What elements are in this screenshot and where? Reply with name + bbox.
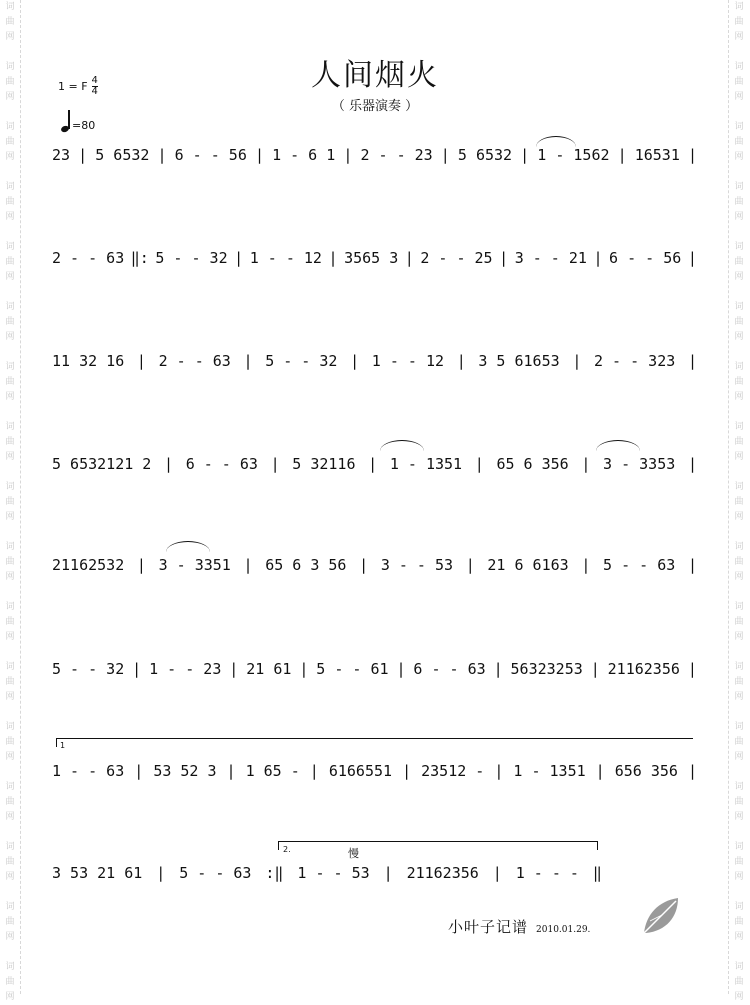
slur-mark <box>166 541 210 552</box>
watermark-text: 词 曲 网 <box>5 902 15 942</box>
measure: 65 6 356 <box>496 455 569 473</box>
measure: 2 - - 63 <box>52 249 125 267</box>
time-unit: 4 <box>91 86 98 97</box>
bar-line: | <box>234 249 244 267</box>
tempo-mark <box>58 110 95 132</box>
score-line-8 <box>52 858 602 888</box>
watermark-text: 词 曲 网 <box>734 122 744 162</box>
measure: 2 - - 63 <box>158 352 231 370</box>
measure: 65 6 3 56 <box>265 556 347 574</box>
bar-line: | <box>350 352 360 370</box>
score-line-4 <box>52 449 697 479</box>
measure: 2 - - 323 <box>594 352 676 370</box>
bar-line: | <box>156 864 166 882</box>
measure: 3 5 61653 <box>478 352 560 370</box>
watermark-column-right <box>728 0 749 1002</box>
watermark-text: 词 曲 网 <box>5 2 15 42</box>
bar-line: | <box>581 556 591 574</box>
measure: 5 - - 63 <box>603 556 676 574</box>
watermark-text: 词 曲 网 <box>734 902 744 942</box>
measure: 6 - - 56 <box>174 146 247 164</box>
bar-line: | <box>78 146 88 164</box>
watermark-text: 词 曲 网 <box>734 782 744 822</box>
bar-line: | <box>687 455 697 473</box>
watermark-text: 词 曲 网 <box>5 782 15 822</box>
bar-line: | <box>404 249 414 267</box>
bar-line: ‖: <box>130 249 149 267</box>
watermark-text: 词 曲 网 <box>5 242 15 282</box>
measure: 5 - - 61 <box>316 660 389 678</box>
watermark-text: 词 曲 网 <box>5 662 15 702</box>
bar-line: | <box>687 249 697 267</box>
watermark-text: 词 曲 网 <box>5 542 15 582</box>
measure: 23 <box>52 146 71 164</box>
measure: 6 - - 63 <box>185 455 258 473</box>
bar-line: | <box>243 352 253 370</box>
measure: 21162532 <box>52 556 125 574</box>
watermark-text: 词 曲 网 <box>734 722 744 762</box>
watermark-text: 词 曲 网 <box>734 302 744 342</box>
bar-line: | <box>157 146 167 164</box>
watermark-text: 词 曲 网 <box>734 542 744 582</box>
bar-line: | <box>328 249 338 267</box>
bar-line: | <box>440 146 450 164</box>
watermark-text: 词 曲 网 <box>734 602 744 642</box>
score-line-3 <box>52 346 697 376</box>
bar-line: | <box>687 146 697 164</box>
slow-marking: 慢 <box>348 847 359 860</box>
bar-line: | <box>590 660 600 678</box>
measure: 1 - - 12 <box>249 249 322 267</box>
watermark-text: 词 曲 网 <box>734 962 744 1002</box>
time-beats: 4 <box>91 75 98 86</box>
bar-line: | <box>687 352 697 370</box>
bar-line: | <box>396 660 406 678</box>
quarter-note-icon <box>58 110 72 132</box>
transcriber-name: 小叶子记谱 <box>448 918 529 936</box>
watermark-text: 词 曲 网 <box>5 842 15 882</box>
bar-line: | <box>687 762 697 780</box>
bar-line: | <box>229 660 239 678</box>
bar-line: ‖ <box>592 864 602 882</box>
measure: 656 356 <box>614 762 678 780</box>
bar-line: | <box>254 146 264 164</box>
score-line-6 <box>52 654 697 684</box>
bar-line: | <box>456 352 466 370</box>
measure: 2 - - 23 <box>360 146 433 164</box>
song-title: 人间烟火 <box>311 58 439 93</box>
bar-line: | <box>134 762 144 780</box>
bar-line: | <box>270 455 280 473</box>
watermark-text: 词 曲 网 <box>734 662 744 702</box>
score-line-7 <box>52 756 697 786</box>
watermark-text: 词 曲 网 <box>5 422 15 462</box>
measure: 56323253 <box>510 660 583 678</box>
measure: 5 - - 32 <box>155 249 228 267</box>
score-line-5 <box>52 550 697 580</box>
bar-line: | <box>687 556 697 574</box>
watermark-text: 词 曲 网 <box>734 842 744 882</box>
transcription-date: 2010.01.29. <box>536 925 591 935</box>
tempo-value: =80 <box>72 119 96 132</box>
bar-line: | <box>520 146 530 164</box>
watermark-text: 词 曲 网 <box>734 362 744 402</box>
bar-line: | <box>136 556 146 574</box>
measure: 1 - - 23 <box>149 660 222 678</box>
measure: 21 6 6163 <box>487 556 569 574</box>
measure: 23512 - <box>421 762 485 780</box>
bar-line: :‖ <box>265 864 284 882</box>
watermark-text: 词 曲 网 <box>5 302 15 342</box>
measure: 5 6532 <box>95 146 150 164</box>
measure: 16531 <box>634 146 680 164</box>
bar-line: | <box>465 556 475 574</box>
bar-line: | <box>136 352 146 370</box>
bar-line: | <box>617 146 627 164</box>
bar-line: | <box>687 660 697 678</box>
score-line-1 <box>52 140 697 170</box>
measure: 5 32116 <box>292 455 356 473</box>
bar-line: | <box>581 455 591 473</box>
watermark-text: 词 曲 网 <box>5 722 15 762</box>
watermark-text: 词 曲 网 <box>734 62 744 102</box>
bar-line: | <box>309 762 319 780</box>
bar-line: | <box>499 249 509 267</box>
watermark-text: 词 曲 网 <box>5 602 15 642</box>
measure: 1 - - - <box>515 864 579 882</box>
second-ending-bracket <box>278 841 598 850</box>
measure: 1 - - 12 <box>371 352 445 370</box>
slur-mark <box>596 440 640 451</box>
bar-line: | <box>593 249 603 267</box>
bar-line: | <box>343 146 353 164</box>
slur-mark <box>380 440 424 451</box>
bar-line: | <box>402 762 412 780</box>
measure: 1 - - 63 <box>52 762 125 780</box>
score-line-2 <box>52 243 697 273</box>
first-ending-number: 1 <box>60 741 66 750</box>
measure: 11 32 16 <box>52 352 125 370</box>
measure: 3 53 21 61 <box>52 864 143 882</box>
measure: 21162356 <box>607 660 680 678</box>
watermark-text: 词 曲 网 <box>5 182 15 222</box>
measure: 1 - 1562 <box>537 146 610 164</box>
measure: 5 - - 32 <box>52 660 125 678</box>
watermark-text: 词 曲 网 <box>734 482 744 522</box>
bar-line: | <box>383 864 393 882</box>
bar-line: | <box>226 762 236 780</box>
measure: 21162356 <box>406 864 479 882</box>
second-ending-number: 2. <box>283 845 291 854</box>
measure: 53 52 3 <box>153 762 217 780</box>
transcriber-signature <box>448 916 590 937</box>
measure: 1 65 - <box>245 762 300 780</box>
watermark-text: 词 曲 网 <box>734 422 744 462</box>
bar-line: | <box>474 455 484 473</box>
song-subtitle: （ 乐器演奏 ） <box>331 99 419 114</box>
measure: 3 - 3353 <box>603 455 676 473</box>
measure: 21 61 <box>246 660 292 678</box>
bar-line: | <box>164 455 174 473</box>
slur-mark <box>536 136 576 147</box>
watermark-text: 词 曲 网 <box>5 362 15 402</box>
measure: 2 - - 25 <box>420 249 493 267</box>
measure: 6166551 <box>328 762 393 780</box>
watermark-text: 词 曲 网 <box>734 182 744 222</box>
measure: 5 6532 <box>457 146 513 164</box>
measure: 6 - - 63 <box>413 660 486 678</box>
watermark-text: 词 曲 网 <box>5 482 15 522</box>
bar-line: | <box>299 660 309 678</box>
bar-line: | <box>494 762 504 780</box>
watermark-text: 词 曲 网 <box>5 962 15 1002</box>
measure: 3 - - 21 <box>514 249 587 267</box>
measure: 1 - - 53 <box>297 864 370 882</box>
bar-line: | <box>243 556 253 574</box>
bar-line: | <box>595 762 605 780</box>
key-signature <box>58 76 98 97</box>
watermark-text: 词 曲 网 <box>5 62 15 102</box>
measure: 5 - - 63 <box>179 864 252 882</box>
bar-line: | <box>132 660 142 678</box>
watermark-column-left <box>0 0 21 1002</box>
measure: 3 - 3351 <box>158 556 231 574</box>
measure: 3565 3 <box>344 249 399 267</box>
measure: 3 - - 53 <box>380 556 454 574</box>
first-ending-bracket <box>56 738 693 747</box>
watermark-text: 词 曲 网 <box>734 242 744 282</box>
measure: 1 - 1351 <box>513 762 586 780</box>
leaf-logo-icon <box>640 895 682 937</box>
measure: 5 6532121 2 <box>52 455 152 473</box>
bar-line: | <box>492 864 502 882</box>
bar-line: | <box>572 352 582 370</box>
bar-line: | <box>493 660 503 678</box>
measure: 1 - 6 1 <box>272 146 336 164</box>
bar-line: | <box>359 556 369 574</box>
watermark-text: 词 曲 网 <box>734 2 744 42</box>
watermark-text: 词 曲 网 <box>5 122 15 162</box>
measure: 5 - - 32 <box>265 352 338 370</box>
measure: 1 - 1351 <box>389 455 463 473</box>
time-signature <box>92 76 98 97</box>
measure: 6 - - 56 <box>609 249 682 267</box>
bar-line: | <box>368 455 378 473</box>
key-text: 1 = F <box>58 80 88 93</box>
